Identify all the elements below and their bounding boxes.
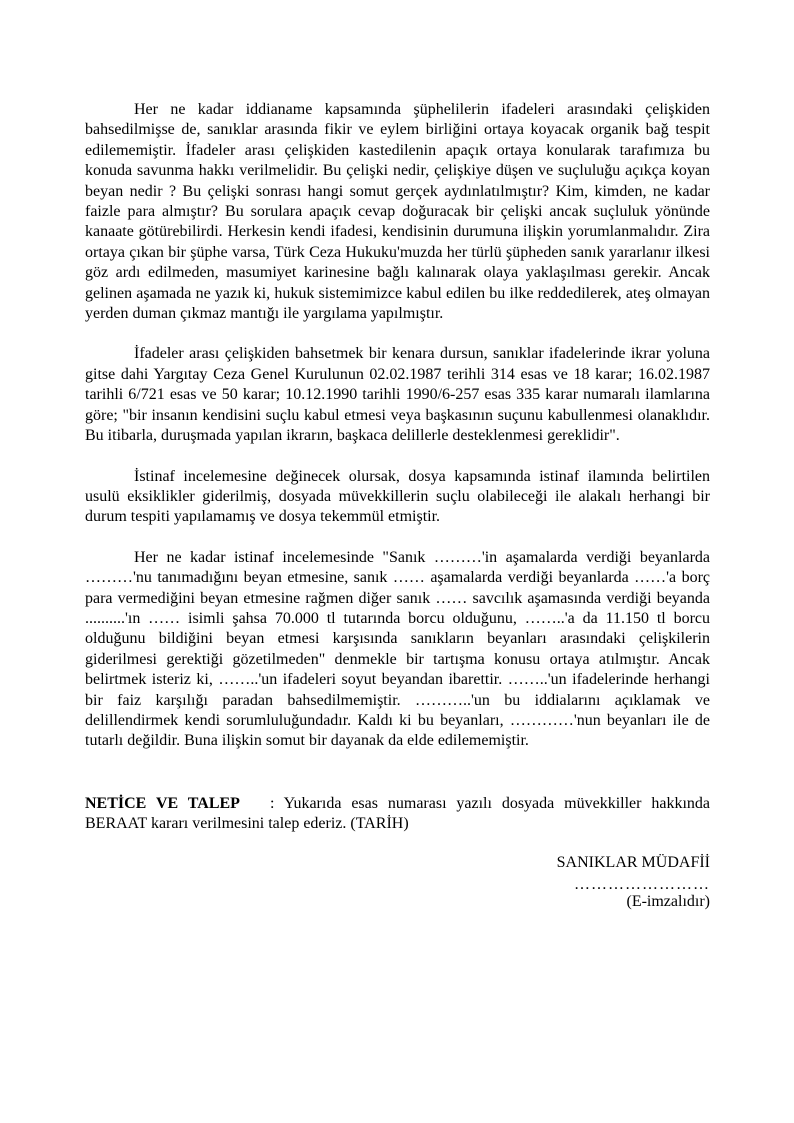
signature-block <box>85 853 710 912</box>
netice-ve-talep-label: NETİCE VE TALEP <box>85 794 240 812</box>
document-body <box>85 100 710 912</box>
signature-e-imza-note: (E-imzalıdır) <box>626 893 710 910</box>
paragraph-statements-analysis: Her ne kadar istinaf incelemesinde "Sanık ………'in aşamalarda verdiği beyanlarda ………'nu tanımadığını beyan etmesine, sanık …… aşamalarda verdiği beyanlarda ……'a borç para vermediğini beyan etmesine rağmen diğer sanık …… savcılık aşamasında verdiği beyanda ..........'ın …… isimli şahsa 70.000 tl tutarında borcu olduğunu, ……..'a da 11.150 tl borcu olduğunu bildiğini beyan etmesi karşısında sanıkların beyanları arasındaki çelişkilerin giderilmesi gerektiği gözetilmeden" denmekle bir tartışma konusu ortaya atılmıştır. Ancak belirtmek isteriz ki, ……..'un ifadeleri soyut beyandan ibarettir. ……..'un ifadelerinde herhangi bir faiz karşılığı paradan bahsedilmemiştir. ………..'un bu iddialarını açıklamak ve delillendirmek kendi sorumluluğundadır. Kaldı ki bu beyanları, …………'nun beyanları ile de tutarlı değildir. Buna ilişkin somut bir dayanak da elde edilememiştir. <box>85 548 710 750</box>
paragraph-contradiction-argument: Her ne kadar iddianame kapsamında şüphelilerin ifadeleri arasındaki çelişkiden bahsedilmişse de, sanıklar arasında fikir ve eylem birliğini ortaya koyacak organik bağ tespit edilememiştir. İfadeler arası çelişkiden kastedilenin apaçık ortaya konularak tarafımıza bu konuda savunma hakkı verilmelidir. Bu çelişki nedir, çelişkiye düşen ve suçluluğu açıkça koyan beyan nedir ? Bu çelişki sonrası hangi somut gerçek aydınlatılmıştır? Kim, kimden, ne kadar faizle para almıştır? Bu sorulara apaçık cevap doğuracak bir çelişki ancak suçluluk yönünde kanaate götürebilirdi. Herkesin kendi ifadesi, kendisinin durumuna ilişkin yorumlanmalıdır. Zira ortaya çıkan bir şüphe varsa, Türk Ceza Hukuku'muzda her türlü şüpheden sanık yararlanır ilkesi göz ardı edilmeden, masumiyet karinesine bağlı kalınarak olaya yaklaşılması gerekir. Ancak gelinen aşamada ne yazık ki, hukuk sistemimizce kabul edilen bu ilke reddedilerek, ateş olmayan yerden duman çıkmaz mantığı ile yargılama yapılmıştır. <box>85 101 710 323</box>
signature-dotted-line: …………………… <box>574 876 710 893</box>
paragraph-yargitay-precedents: İfadeler arası çelişkiden bahsetmek bir kenara dursun, sanıklar ifadelerinde ikrar yoluna gitse dahi Yargıtay Ceza Genel Kurulunun 02.02.1987 terihli 314 esas ve 18 karar; 16.02.1987 tarihli 6/721 esas ve 50 karar; 10.12.1990 tarihli 1990/6-257 esas 335 karar numaralı ilamlarına göre; "bir insanın kendisini suçlu kabul etmesi veya başkasının suçunu kabullenmesi olanaklıdır. Bu itibarla, duruşmada yapılan ikrarın, başkaca delillerle desteklenmesi gereklidir". <box>85 345 710 445</box>
signature-title: SANIKLAR MÜDAFİİ <box>556 853 710 871</box>
conclusion-text: : Yukarıda esas numarası yazılı dosyada müvekkiller hakkında BERAAT kararı verilmesini talep ederiz. (TARİH) <box>85 794 711 833</box>
paragraph-istinaf-review: İstinaf incelemesine değinecek olursak, dosya kapsamında istinaf ilamında belirtilen usulü eksiklikler giderilmiş, dosyada müvekkillerin suçlu olabileceği ile alakalı herhangi bir durum tespiti yapılamamış ve dosya tekemmül etmiştir. <box>85 467 710 526</box>
conclusion-paragraph <box>85 794 710 835</box>
